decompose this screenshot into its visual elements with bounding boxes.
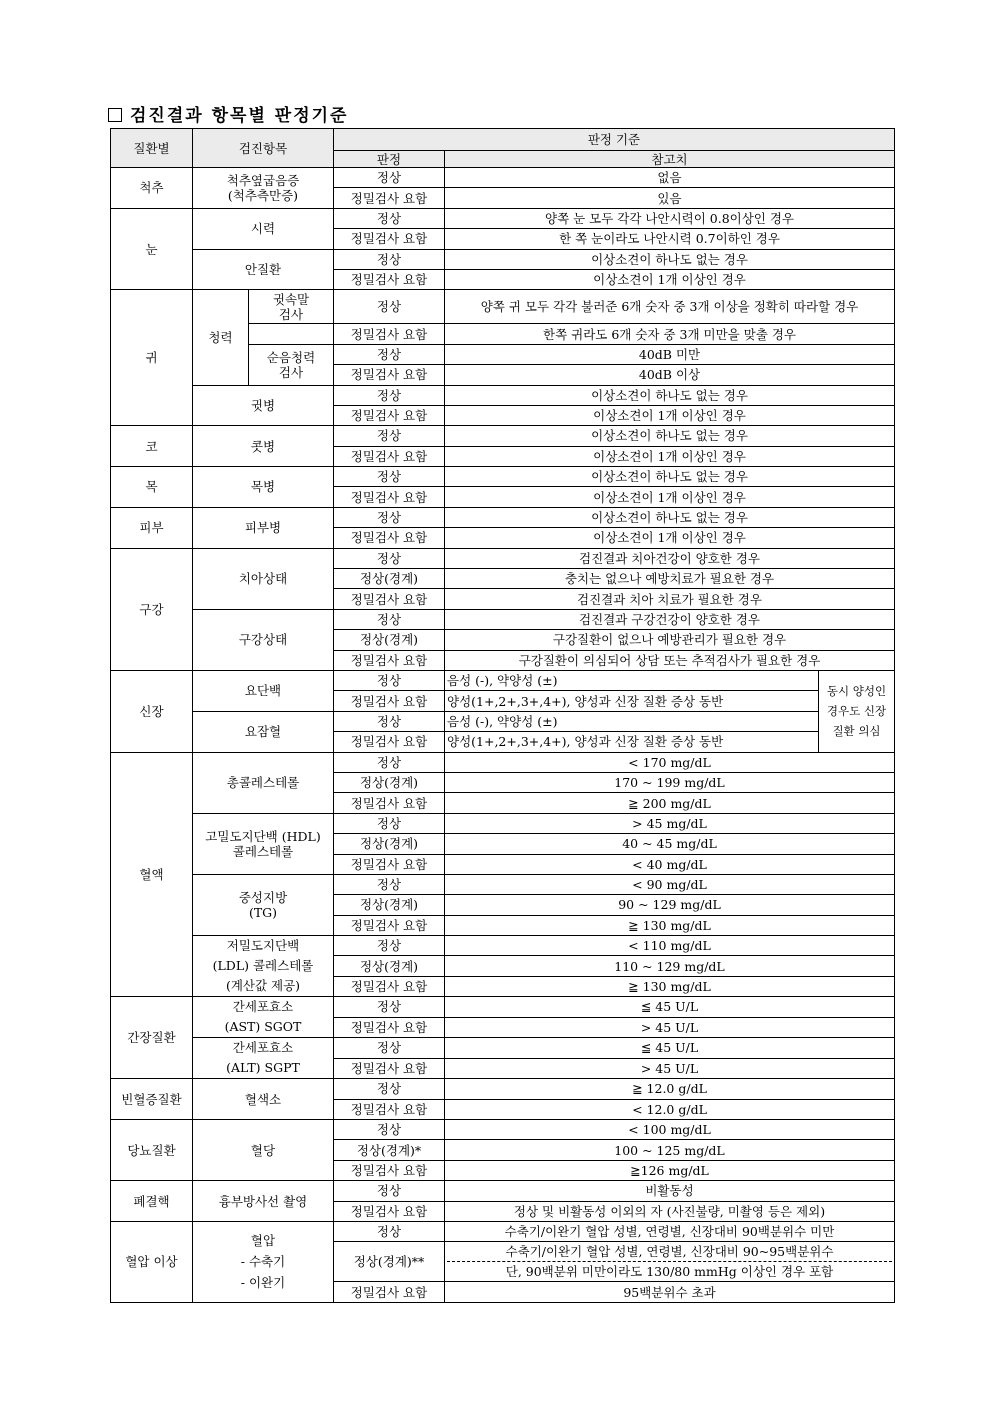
reference-cell: ≦ 45 U/L: [445, 997, 895, 1018]
judgment-cell: 정상(경계): [334, 772, 445, 792]
judgment-cell: 정상: [334, 813, 445, 833]
reference-cell: 없음: [445, 168, 895, 188]
category-cell: 당뇨질환: [111, 1120, 193, 1181]
table-row: [111, 1120, 895, 1140]
reference-cell: 양성(1+,2+,3+,4+), 양성과 신장 질환 증상 동반: [445, 732, 819, 752]
category-cell: 빈혈증질환: [111, 1079, 193, 1120]
judgment-cell: 정상(경계): [334, 834, 445, 854]
subitem-cell: [249, 324, 334, 344]
subitem-cell: 순음청력 검사: [249, 344, 334, 385]
judgment-cell: 정밀검사 요함: [334, 365, 445, 385]
reference-cell: ≧ 130 mg/dL: [445, 976, 895, 996]
judgment-cell: 정상: [334, 609, 445, 629]
judgment-cell: 정상: [334, 208, 445, 228]
reference-cell: < 110 mg/dL: [445, 936, 895, 956]
judgment-cell: 정상: [334, 1120, 445, 1140]
table-row: [111, 1079, 895, 1099]
reference-cell: < 100 mg/dL: [445, 1120, 895, 1140]
item-cell: 목병: [193, 467, 334, 508]
table-row: [111, 670, 895, 690]
judgment-cell: 정상: [334, 385, 445, 405]
judgment-cell: 정밀검사 요함: [334, 229, 445, 249]
table-row: [111, 1221, 895, 1241]
item-cell: 피부병: [193, 507, 334, 548]
table-row: [111, 752, 895, 772]
item-cell: 중성지방 (TG): [193, 874, 334, 935]
reference-cell: ≧ 130 mg/dL: [445, 915, 895, 935]
reference-cell: 검진결과 구강건강이 양호한 경우: [445, 609, 895, 629]
table-row: [111, 467, 895, 487]
item-cell: 총콜레스테롤: [193, 752, 334, 813]
judgment-cell: 정상: [334, 548, 445, 568]
judgment-cell: 정상(경계): [334, 895, 445, 915]
reference-cell: 수축기/이완기 혈압 성별, 연령별, 신장대비 90~95백분위수 단, 90백분위 미만이라도 130/80 mmHg 이상인 경우 포함: [445, 1242, 895, 1282]
reference-cell: ≧126 mg/dL: [445, 1160, 895, 1180]
judgment-cell: 정밀검사 요함: [334, 650, 445, 670]
judgment-cell: 정상: [334, 1221, 445, 1241]
reference-cell: ≧ 200 mg/dL: [445, 793, 895, 813]
judgment-cell: 정상: [334, 874, 445, 894]
judgment-cell: 정밀검사 요함: [334, 1058, 445, 1079]
table-row: [111, 711, 895, 731]
reference-cell: 170 ~ 199 mg/dL: [445, 772, 895, 792]
category-cell: 구강: [111, 548, 193, 670]
judgment-cell: 정상: [334, 936, 445, 956]
reference-cell: < 170 mg/dL: [445, 752, 895, 772]
item-cell: 치아상태: [193, 548, 334, 609]
reference-cell: > 45 U/L: [445, 1017, 895, 1038]
judgment-cell: 정밀검사 요함: [334, 915, 445, 935]
judgment-cell: 정밀검사 요함: [334, 188, 445, 208]
reference-cell: 충치는 없으나 예방치료가 필요한 경우: [445, 569, 895, 589]
judgment-cell: 정상(경계)**: [334, 1242, 445, 1282]
item-cell: 요잠혈: [193, 711, 334, 752]
reference-cell: 이상소견이 하나도 없는 경우: [445, 426, 895, 446]
reference-cell: ≧ 12.0 g/dL: [445, 1079, 895, 1099]
item-cell: 간세포효소 (AST) SGOT: [193, 997, 334, 1038]
header-disease: 질환별: [111, 129, 193, 168]
judgment-cell: 정상(경계): [334, 956, 445, 976]
judgment-cell: 정상: [334, 752, 445, 772]
category-cell: 혈액: [111, 752, 193, 997]
table-row: [111, 249, 895, 269]
item-cell: 고밀도지단백 (HDL) 콜레스테롤: [193, 813, 334, 874]
reference-cell: 한쪽 귀라도 6개 숫자 중 3개 미만을 맞출 경우: [445, 324, 895, 344]
reference-cell: < 40 mg/dL: [445, 854, 895, 874]
title-text: 검진결과 항목별 판정기준: [130, 106, 349, 126]
judgment-cell: 정밀검사 요함: [334, 487, 445, 507]
category-cell: 목: [111, 467, 193, 508]
header-criteria: 판정 기준: [334, 129, 895, 151]
category-cell: 혈압 이상: [111, 1221, 193, 1302]
judgment-cell: 정상: [334, 290, 445, 324]
reference-cell: 양성(1+,2+,3+,4+), 양성과 신장 질환 증상 동반: [445, 691, 819, 711]
checkbox-icon: [108, 108, 122, 122]
judgment-cell: 정상: [334, 1181, 445, 1201]
item-cell: 콧병: [193, 426, 334, 467]
category-cell: 척추: [111, 168, 193, 209]
criteria-table: [110, 128, 895, 1303]
reference-cell: > 45 mg/dL: [445, 813, 895, 833]
table-row: [111, 936, 895, 956]
judgment-cell: 정밀검사 요함: [334, 1099, 445, 1119]
item-cell: 혈당: [193, 1120, 334, 1181]
judgment-cell: 정상: [334, 711, 445, 731]
item-cell: 혈색소: [193, 1079, 334, 1120]
reference-cell: 90 ~ 129 mg/dL: [445, 895, 895, 915]
judgment-cell: 정밀검사 요함: [334, 854, 445, 874]
reference-cell: 이상소견이 1개 이상인 경우: [445, 487, 895, 507]
table-row: [111, 813, 895, 833]
judgment-cell: 정상: [334, 670, 445, 690]
item-cell: 혈압 - 수축기 - 이완기: [193, 1221, 334, 1302]
reference-cell: < 12.0 g/dL: [445, 1099, 895, 1119]
judgment-cell: 정상: [334, 426, 445, 446]
judgment-cell: 정밀검사 요함: [334, 1017, 445, 1038]
reference-cell: 110 ~ 129 mg/dL: [445, 956, 895, 976]
category-cell: 귀: [111, 290, 193, 426]
table-row: [111, 548, 895, 568]
judgment-cell: 정밀검사 요함: [334, 976, 445, 996]
reference-cell: 이상소견이 1개 이상인 경우: [445, 405, 895, 425]
item-cell: 흉부방사선 촬영: [193, 1181, 334, 1222]
header-item: 검진항목: [193, 129, 334, 168]
table-row: [111, 1038, 895, 1059]
judgment-cell: 정밀검사 요함: [334, 1201, 445, 1221]
judgment-cell: 정밀검사 요함: [334, 446, 445, 466]
item-cell: 척추옆굽음증 (척추측만증): [193, 168, 334, 209]
reference-cell: 구강질환이 의심되어 상담 또는 추적검사가 필요한 경우: [445, 650, 895, 670]
judgment-cell: 정상(경계): [334, 630, 445, 650]
table-row: [111, 426, 895, 446]
table-row: [111, 290, 895, 324]
judgment-cell: 정밀검사 요함: [334, 1160, 445, 1180]
reference-cell: 이상소견이 1개 이상인 경우: [445, 528, 895, 548]
item-cell: 저밀도지단백 (LDL) 콜레스테롤 (계산값 제공): [193, 936, 334, 997]
category-cell: 눈: [111, 208, 193, 290]
judgment-cell: 정상: [334, 997, 445, 1018]
table-row: [111, 874, 895, 894]
item-cell: 시력: [193, 208, 334, 249]
judgment-cell: 정밀검사 요함: [334, 405, 445, 425]
reference-cell: 양쪽 눈 모두 각각 나안시력이 0.8이상인 경우: [445, 208, 895, 228]
reference-cell: 음성 (-), 약양성 (±): [445, 670, 819, 690]
judgment-cell: 정상(경계)*: [334, 1140, 445, 1160]
reference-cell: 이상소견이 1개 이상인 경우: [445, 446, 895, 466]
reference-cell: 수축기/이완기 혈압 성별, 연령별, 신장대비 90백분위수 미만: [445, 1221, 895, 1241]
table-row: [111, 208, 895, 228]
item-cell: 요단백: [193, 670, 334, 711]
judgment-cell: 정밀검사 요함: [334, 691, 445, 711]
reference-cell: 구강질환이 없으나 예방관리가 필요한 경우: [445, 630, 895, 650]
table-row: [111, 385, 895, 405]
judgment-cell: 정밀검사 요함: [334, 528, 445, 548]
reference-cell: 양쪽 귀 모두 각각 불러준 6개 숫자 중 3개 이상을 정확히 따라할 경우: [445, 290, 895, 324]
reference-cell: ≦ 45 U/L: [445, 1038, 895, 1059]
judgment-cell: 정밀검사 요함: [334, 324, 445, 344]
reference-cell: 이상소견이 하나도 없는 경우: [445, 467, 895, 487]
reference-cell: 40dB 미만: [445, 344, 895, 364]
judgment-cell: 정밀검사 요함: [334, 1282, 445, 1302]
judgment-cell: 정상: [334, 249, 445, 269]
item-cell: 귓병: [193, 385, 334, 426]
table-row: [111, 168, 895, 188]
judgment-cell: 정상: [334, 1038, 445, 1059]
judgment-cell: 정밀검사 요함: [334, 269, 445, 289]
judgment-cell: 정상: [334, 168, 445, 188]
reference-cell: 음성 (-), 약양성 (±): [445, 711, 819, 731]
reference-cell: 40 ~ 45 mg/dL: [445, 834, 895, 854]
judgment-cell: 정상: [334, 467, 445, 487]
reference-cell: 검진결과 치아 치료가 필요한 경우: [445, 589, 895, 609]
table-row: [111, 997, 895, 1018]
reference-cell: > 45 U/L: [445, 1058, 895, 1079]
reference-cell: 비활동성: [445, 1181, 895, 1201]
reference-cell: 있음: [445, 188, 895, 208]
subitem-cell: 귓속말 검사: [249, 290, 334, 324]
category-cell: 폐결핵: [111, 1181, 193, 1222]
reference-cell: 이상소견이 하나도 없는 경우: [445, 507, 895, 527]
header-row: [111, 129, 895, 151]
reference-cell: 40dB 이상: [445, 365, 895, 385]
reference-cell: 이상소견이 하나도 없는 경우: [445, 385, 895, 405]
table-row: [111, 609, 895, 629]
reference-cell: < 90 mg/dL: [445, 874, 895, 894]
item-cell: 안질환: [193, 249, 334, 290]
judgment-cell: 정상(경계): [334, 569, 445, 589]
header-reference: 참고치: [445, 151, 895, 168]
category-cell: 코: [111, 426, 193, 467]
judgment-cell: 정상: [334, 1079, 445, 1099]
table-row: [111, 1181, 895, 1201]
judgment-cell: 정밀검사 요함: [334, 793, 445, 813]
judgment-cell: 정상: [334, 507, 445, 527]
judgment-cell: 정밀검사 요함: [334, 589, 445, 609]
table-row: [111, 507, 895, 527]
reference-cell: 100 ~ 125 mg/dL: [445, 1140, 895, 1160]
item-cell: 간세포효소 (ALT) SGPT: [193, 1038, 334, 1079]
page-title: [108, 101, 348, 126]
item-cell: 구강상태: [193, 609, 334, 670]
judgment-cell: 정밀검사 요함: [334, 732, 445, 752]
reference-cell: 95백분위수 초과: [445, 1282, 895, 1302]
kidney-note: 동시 양성인 경우도 신장 질환 의심: [819, 670, 895, 752]
category-cell: 간장질환: [111, 997, 193, 1079]
reference-cell: 이상소견이 하나도 없는 경우: [445, 249, 895, 269]
reference-cell: 한 쪽 눈이라도 나안시력 0.7이하인 경우: [445, 229, 895, 249]
judgment-cell: 정상: [334, 344, 445, 364]
category-cell: 피부: [111, 507, 193, 548]
header-judgment: 판정: [334, 151, 445, 168]
reference-cell: 정상 및 비활동성 이외의 자 (사진불량, 미촬영 등은 제외): [445, 1201, 895, 1221]
item-cell: 청력: [193, 290, 249, 385]
category-cell: 신장: [111, 670, 193, 752]
reference-cell: 검진결과 치아건강이 양호한 경우: [445, 548, 895, 568]
reference-cell: 이상소견이 1개 이상인 경우: [445, 269, 895, 289]
